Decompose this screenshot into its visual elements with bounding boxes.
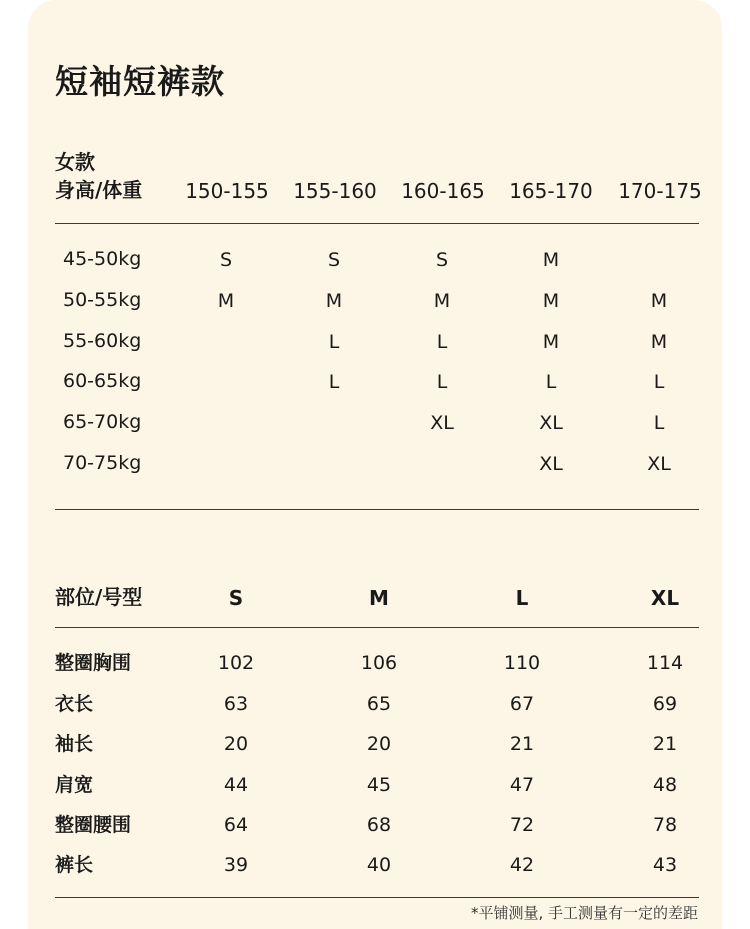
- measurement-value: 110: [503, 652, 541, 674]
- table1-bottom-rule: [55, 509, 699, 510]
- measurement-value: 40: [366, 854, 392, 876]
- size-column-m: M: [369, 586, 389, 610]
- weight-row-label: 55-60kg: [63, 330, 142, 352]
- size-cell: L: [328, 331, 340, 353]
- size-cell: L: [653, 412, 665, 434]
- size-cell: L: [545, 371, 557, 393]
- measurement-value: 42: [509, 854, 535, 876]
- measurement-value: 114: [646, 652, 684, 674]
- measurement-value: 72: [509, 814, 535, 836]
- size-cell: S: [219, 249, 233, 271]
- weight-row-label: 50-55kg: [63, 289, 142, 311]
- table1-top-rule: [55, 223, 699, 224]
- height-column-5: 170-175: [618, 179, 702, 203]
- size-cell: L: [653, 371, 665, 393]
- table2-bottom-rule: [55, 897, 699, 898]
- measurement-value: 67: [509, 693, 535, 715]
- measurement-value: 48: [652, 774, 678, 796]
- size-cell: L: [436, 331, 448, 353]
- size-cell: M: [542, 290, 560, 312]
- measurement-part-label: 肩宽: [55, 774, 94, 796]
- measurement-part-label: 袖长: [55, 733, 94, 755]
- measurement-value: 64: [223, 814, 249, 836]
- measurement-part-label: 整圈胸围: [55, 652, 132, 674]
- weight-row-label: 70-75kg: [63, 452, 142, 474]
- size-column-s: S: [228, 586, 244, 610]
- size-cell: S: [435, 249, 449, 271]
- measurement-value: 68: [366, 814, 392, 836]
- size-column-l: L: [515, 586, 529, 610]
- measurement-value: 39: [223, 854, 249, 876]
- page-title: 短袖短裤款: [55, 62, 225, 101]
- measurement-value: 69: [652, 693, 678, 715]
- size-cell: XL: [539, 453, 563, 475]
- measurement-value: 47: [509, 774, 535, 796]
- part-size-label: 部位/号型: [55, 585, 143, 609]
- size-cell: M: [542, 331, 560, 353]
- size-cell: M: [542, 249, 560, 271]
- size-cell: XL: [430, 412, 454, 434]
- height-column-3: 160-165: [401, 179, 485, 203]
- size-cell: M: [325, 290, 343, 312]
- measurement-value: 106: [360, 652, 398, 674]
- weight-row-label: 65-70kg: [63, 411, 142, 433]
- footnote: *平铺测量, 手工测量有一定的差距: [470, 904, 698, 922]
- size-cell: XL: [539, 412, 563, 434]
- height-column-2: 155-160: [293, 179, 377, 203]
- measurement-value: 63: [223, 693, 249, 715]
- measurement-value: 21: [509, 733, 535, 755]
- size-cell: M: [650, 331, 668, 353]
- measurement-value: 20: [223, 733, 249, 755]
- size-cell: L: [436, 371, 448, 393]
- measurement-value: 20: [366, 733, 392, 755]
- measurement-value: 44: [223, 774, 249, 796]
- size-cell: XL: [647, 453, 671, 475]
- measurement-value: 45: [366, 774, 392, 796]
- measurement-value: 21: [652, 733, 678, 755]
- measurement-value: 65: [366, 693, 392, 715]
- measurement-part-label: 裤长: [55, 854, 94, 876]
- table2-top-rule: [55, 627, 699, 628]
- measurement-value: 78: [652, 814, 678, 836]
- measurement-value: 43: [652, 854, 678, 876]
- women-label: 女款: [55, 150, 95, 174]
- size-cell: L: [328, 371, 340, 393]
- measurement-part-label: 衣长: [55, 693, 94, 715]
- size-cell: M: [650, 290, 668, 312]
- size-cell: M: [433, 290, 451, 312]
- measurement-part-label: 整圈腰围: [55, 814, 132, 836]
- weight-row-label: 45-50kg: [63, 248, 142, 270]
- size-column-xl: XL: [650, 586, 680, 610]
- height-column-1: 150-155: [185, 179, 269, 203]
- height-weight-label: 身高/体重: [55, 178, 143, 202]
- weight-row-label: 60-65kg: [63, 370, 142, 392]
- height-column-4: 165-170: [509, 179, 593, 203]
- measurement-value: 102: [217, 652, 255, 674]
- size-cell: S: [327, 249, 341, 271]
- size-cell: M: [217, 290, 235, 312]
